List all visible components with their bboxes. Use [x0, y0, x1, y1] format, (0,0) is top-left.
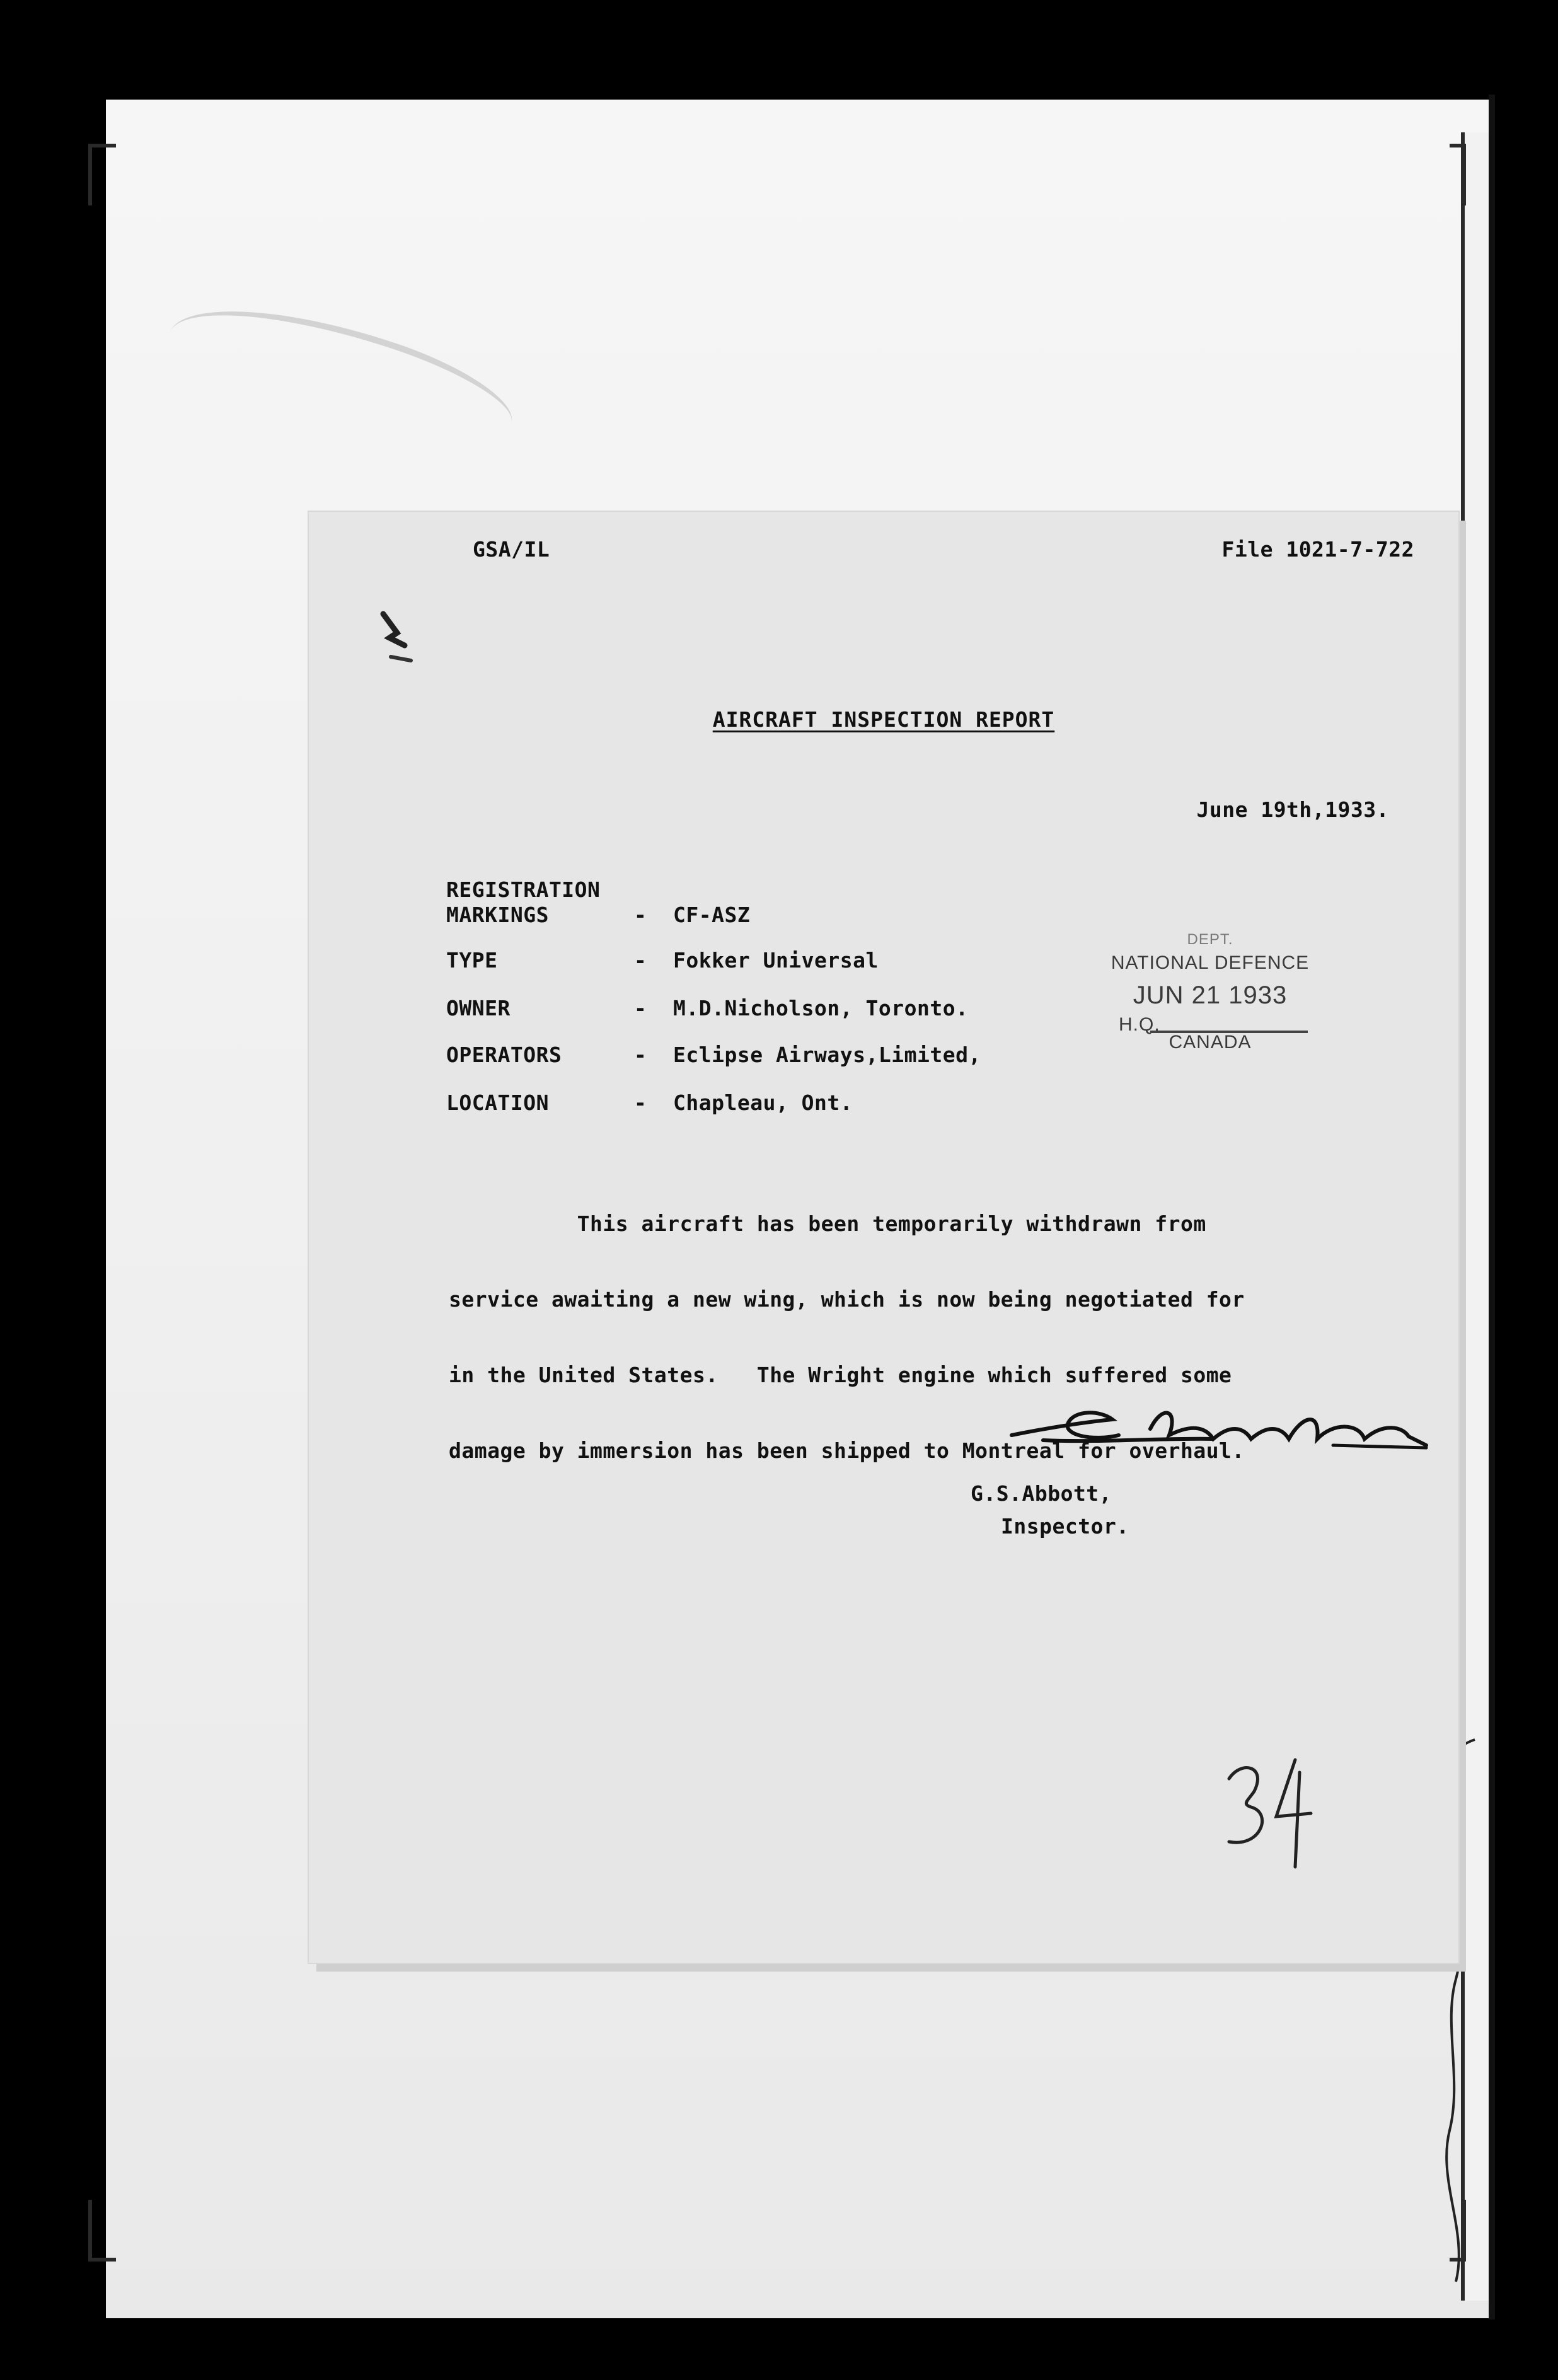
owner-label: OWNER [446, 996, 511, 1020]
reference-initials: GSA/IL [473, 537, 550, 562]
stamp-date: JUN 21 1933 [1133, 981, 1288, 1009]
handwritten-signature [1005, 1385, 1434, 1467]
stamp-hq: H.Q. [1119, 1014, 1160, 1035]
location-value: Chapleau, Ont. [673, 1090, 853, 1115]
stamp-department: NATIONAL DEFENCE [1111, 952, 1310, 973]
received-date-stamp [1106, 925, 1314, 1070]
crop-mark-bottom-left [88, 2200, 116, 2262]
stamp-country: CANADA [1168, 1032, 1252, 1053]
pencil-tick-mark [372, 600, 422, 676]
markings-label: MARKINGS [446, 903, 549, 927]
report-date: June 19th,1933. [1196, 797, 1389, 822]
file-number: File 1021-7-722 [1221, 537, 1414, 562]
film-edge-shadow [1489, 95, 1495, 2319]
crop-mark-top-left [88, 144, 116, 205]
inspection-report-sheet [309, 512, 1458, 1963]
operators-value: Eclipse Airways,Limited, [673, 1043, 981, 1067]
field-dash: - [634, 1043, 647, 1067]
location-label: LOCATION [446, 1090, 549, 1115]
type-label: TYPE [446, 948, 498, 973]
body-line: damage by immersion has been shipped to Montreal for overhaul. [449, 1438, 1245, 1463]
body-line: This aircraft has been temporarily withdrawn from [449, 1211, 1206, 1236]
type-value: Fokker Universal [673, 948, 879, 973]
report-title: AIRCRAFT INSPECTION REPORT [712, 707, 1055, 732]
stamp-dept: DEPT. [1187, 931, 1233, 948]
field-dash: - [634, 996, 647, 1020]
signer-name: G.S.Abbott, [971, 1481, 1112, 1506]
field-dash: - [634, 903, 647, 927]
operators-label: OPERATORS [446, 1043, 562, 1067]
handwritten-page-number [1216, 1747, 1324, 1873]
field-dash: - [634, 948, 647, 973]
body-line: in the United States. The Wright engine which suffered some [449, 1363, 1232, 1387]
owner-value: M.D.Nicholson, Toronto. [673, 996, 969, 1020]
registration-label: REGISTRATION [446, 877, 601, 902]
signer-title: Inspector. [1001, 1514, 1129, 1539]
crop-mark-top-right [1450, 144, 1466, 205]
body-line: service awaiting a new wing, which is now being negotiated for [449, 1287, 1245, 1312]
registration-value: CF-ASZ [673, 903, 751, 927]
field-dash: - [634, 1090, 647, 1115]
